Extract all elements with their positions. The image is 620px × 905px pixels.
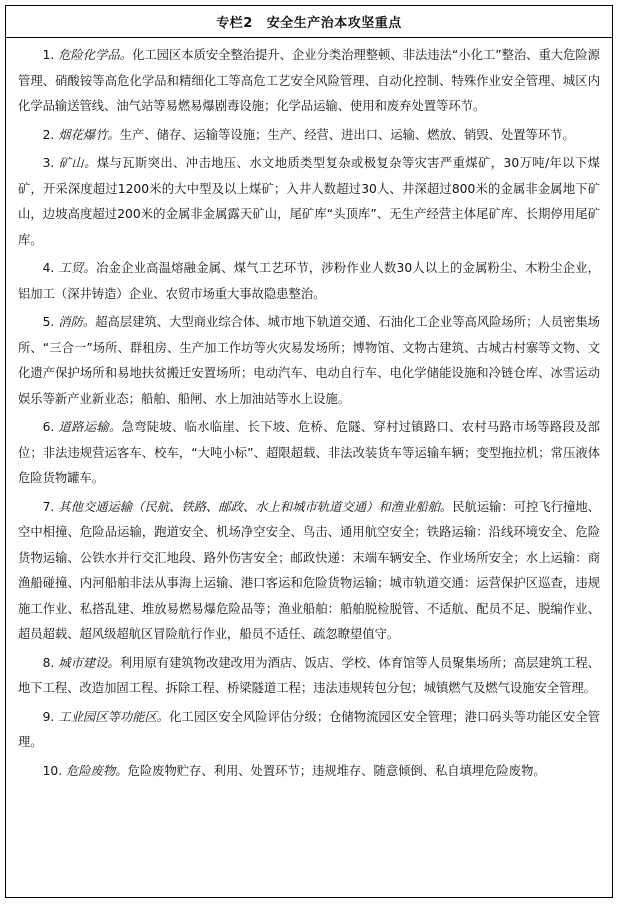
list-item	[18, 256, 600, 307]
item-text: 超高层建筑、大型商业综合体、城市地下轨道交通、石油化工企业等高风险场所；人员密集场所、“三合一”场所、群租房、生产加工作坊等火灾易发场所；博物馆、文物古建筑、古城古村寨等文物、文化遗产保护场所和易地扶贫搬迁安置场所；电动汽车、电动自行车、电化学储能设施和冷链仓库、冰雪运动娱乐等新产业新业态；船舶、船闸、水上加油站等水上设施。	[18, 315, 600, 406]
list-item	[18, 43, 600, 120]
list-item	[18, 705, 600, 756]
item-number: 8.	[42, 655, 55, 670]
item-heading: 其他交通运输（民航、铁路、邮政、水上和城市轨道交通）和渔业船舶。	[58, 499, 453, 514]
item-number: 7.	[42, 499, 55, 514]
item-number: 6.	[42, 420, 55, 434]
item-heading: 工业园区等功能区。	[58, 709, 170, 724]
item-heading: 危险化学品。	[58, 48, 133, 62]
item-text: 生产、储存、运输等设施；生产、经营、进出口、运输、燃放、销毁、处置等环节。	[119, 127, 575, 142]
item-number: 2.	[42, 127, 55, 142]
list-item	[18, 415, 600, 492]
item-heading: 矿山。	[58, 156, 97, 170]
item-text: 化工园区安全风险评估分级；仓储物流园区安全管理；港口码头等功能区安全管理。	[18, 709, 600, 749]
item-heading: 消防。	[58, 315, 96, 329]
list-item	[18, 759, 600, 785]
list-item	[18, 651, 600, 702]
item-text: 冶金企业高温熔融金属、煤气工艺环节，涉粉作业人数30人以上的金属粉尘、木粉尘企业，铝加工（深井铸造）企业、农贸市场重大事故隐患整治。	[18, 261, 600, 301]
item-number: 1.	[42, 48, 55, 62]
item-number: 3.	[42, 156, 55, 170]
item-text: 利用原有建筑物改建改用为酒店、饭店、学校、体育馆等人员聚集场所；高层建筑工程、地下工程、改造加固工程、拆除工程、桥梁隧道工程；违法违规转包分包；城镇燃气及燃气设施安全管理。	[18, 655, 600, 695]
item-heading: 危险废物。	[66, 763, 128, 778]
list-item	[18, 310, 600, 412]
box-title: 安全生产治本攻坚重点	[266, 16, 402, 31]
item-text: 化工园区本质安全整治提升、企业分类治理整顿、非法违法“小化工”整治、重大危险源管理、硝酸铵等高危化学品和精细化工等高危工艺安全风险管理、自动化控制、特殊作业安全管理、城区内化学品输送管线、油气站等易燃易爆剧毒设施；化学品运输、使用和废弃处置等环节。	[18, 48, 600, 113]
item-number: 9.	[42, 709, 55, 724]
list-item	[18, 495, 600, 648]
item-heading: 城市建设。	[58, 655, 120, 670]
box-content	[6, 38, 612, 784]
item-heading: 工贸。	[58, 261, 97, 275]
item-text: 急弯陡坡、临水临崖、长下坡、危桥、危隧、穿村过镇路口、农村马路市场等路段及部位；非法违规营运客车、校车，“大吨小标”、超限超载、非法改装货车等运输车辆；变型拖拉机；常压液体危险货物罐车。	[18, 420, 600, 485]
item-heading: 道路运输。	[58, 420, 122, 434]
list-item	[18, 123, 600, 149]
column-box	[5, 5, 613, 898]
box-label: 专栏2	[216, 16, 253, 31]
item-text: 危险废物贮存、利用、处置环节；违规堆存、随意倾倒、私自填埋危险废物。	[127, 763, 546, 778]
box-title-row	[6, 6, 612, 38]
list-item	[18, 151, 600, 253]
item-number: 5.	[42, 315, 55, 329]
item-heading: 烟花爆竹。	[58, 127, 120, 142]
item-number: 10.	[42, 763, 63, 778]
item-text: 民航运输：可控飞行撞地、空中相撞、危险品运输，跑道安全、机场净空安全、鸟击、通用航空安全；铁路运输：沿线环境安全、危险货物运输、公铁水并行交汇地段、路外伤害安全；邮政快递：末端车辆安全、作业场所安全；水上运输：商渔船碰撞、内河船舶非法从事海上运输、港口客运和危险货物运输；城市轨道交通：运营保护区巡查，违规施工作业、私搭乱建、堆放易燃易爆危险品等；渔业船舶：船舶脱检脱管、不适航、配员不足、脱编作业、超员超载、超风级超航区冒险航行作业，船员不适任、疏忽瞭望值守。	[18, 499, 600, 641]
item-text: 煤与瓦斯突出、冲击地压、水文地质类型复杂或极复杂等灾害严重煤矿，30万吨/年以下煤矿，开采深度超过1200米的大中型及以上煤矿；入井人数超过30人、井深超过800米的金属非金属地下矿山，边坡高度超过200米的金属非金属露天矿山，尾矿库“头顶库”、无生产经营主体尾矿库、长期停用尾矿库。	[18, 156, 600, 247]
item-number: 4.	[42, 261, 55, 275]
